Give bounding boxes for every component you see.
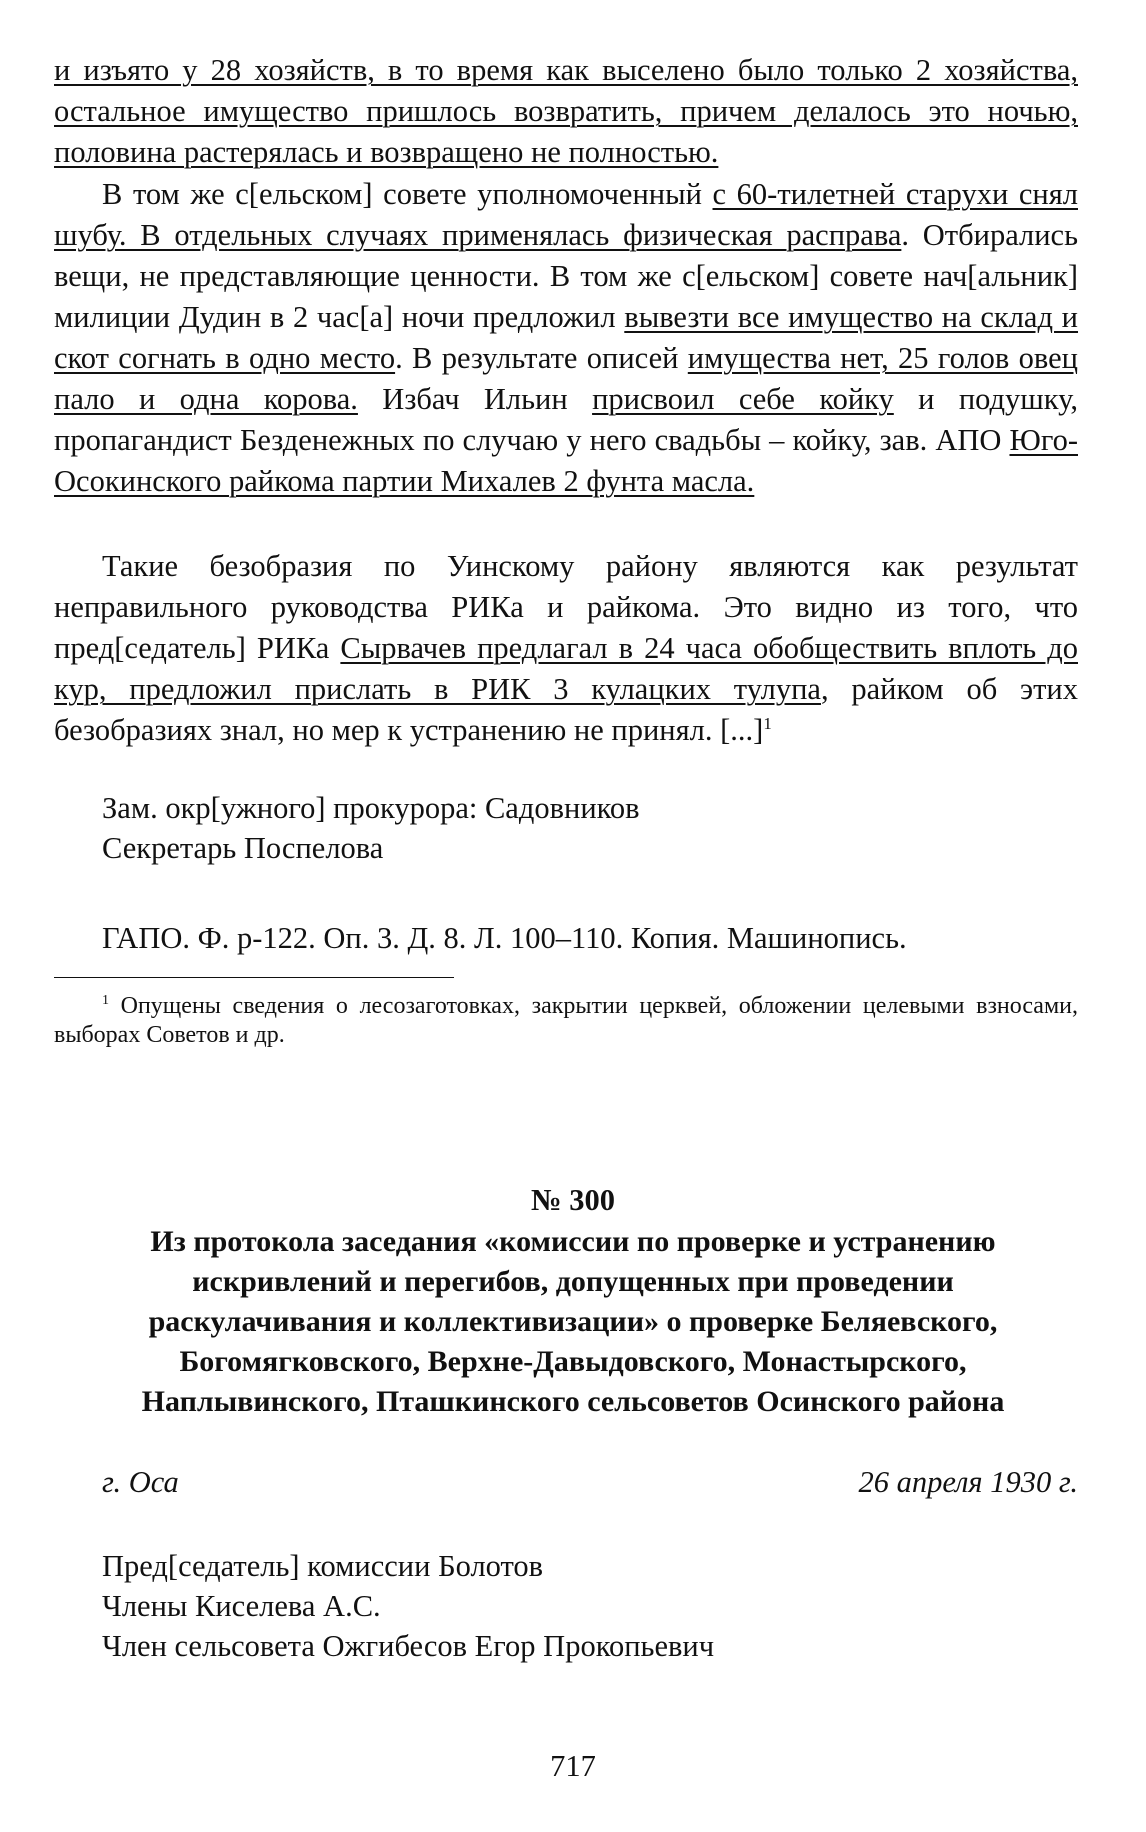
paragraph-village-council xyxy=(54,174,1078,502)
heading-line: искривлений и перегибов, допущенных при проведении xyxy=(192,1265,954,1298)
underlined-text: имущества нет, 25 голов овец пало и одна корова. xyxy=(54,341,1078,416)
underlined-text: Юго-Осокинского райкома партии Михалев 2 фунта масла. xyxy=(54,423,1078,498)
footnote-text: Опущены сведения о лесозаготовках, закрытии церквей, обложении целевыми взносами, выборах Советов и др. xyxy=(54,993,1078,1048)
archive-source: ГАПО. Ф. р-122. Оп. 3. Д. 8. Л. 100–110. Копия. Машинопись. xyxy=(102,921,907,955)
paragraph-continuation xyxy=(54,50,1078,173)
underlined-text: с 60-тилетней старухи снял шубу. В отдельных случаях применялась физическая расправа xyxy=(54,177,1078,252)
signature-prosecutor: Зам. окр[ужного] прокурора: Садовников xyxy=(102,791,640,825)
signature-secretary: Секретарь Поспелова xyxy=(102,831,384,865)
footnote xyxy=(54,992,1078,1050)
underlined-text: вывезти все имущество на склад и скот согнать в одно место xyxy=(54,300,1079,375)
commission-members: Члены Киселева А.С. xyxy=(102,1589,381,1623)
heading-line: раскулачивания и коллективизации» о проверке Беляевского, xyxy=(148,1305,998,1338)
paragraph-text: . В результате описей xyxy=(395,341,688,375)
heading-line: Наплывинского, Пташкинского сельсоветов Осинского района xyxy=(141,1385,1005,1418)
paragraph-text: Такие безобразия по Уинскому району являются как результат неправильного руководства РИКа и райкома. Это видно из того, что пред[седатель] РИКа xyxy=(54,549,1078,665)
paragraph-text: . Отбирались вещи, не представляющие ценности. В том же с[ельском] совете нач[альник] милиции Дудин в 2 час[а] ночи предложил xyxy=(54,218,1078,334)
document-heading xyxy=(60,1222,1086,1422)
document-date: 26 апреля 1930 г. xyxy=(858,1465,1078,1499)
paragraph-text: Избач Ильин xyxy=(357,382,593,416)
underlined-text: Сырвачев предлагал в 24 часа обобществить вплоть до кур, предложил прислать в РИК 3 кулацких тулупа xyxy=(54,631,1078,706)
page-number: 717 xyxy=(550,1749,596,1783)
footnote-divider xyxy=(54,977,454,978)
commission-chairman: Пред[седатель] комиссии Болотов xyxy=(102,1549,544,1583)
footnote-marker: 1 xyxy=(102,993,109,1008)
document-place: г. Оса xyxy=(102,1465,179,1499)
paragraph-conclusion xyxy=(54,546,1078,751)
underlined-text: и изъято у 28 хозяйств, в то время как выселено было только 2 хозяйства, остальное имущество пришлось возвратить, причем делалось это ночью, половина растерялась и возвращено не полностью. xyxy=(54,53,1078,169)
village-council-member: Член сельсовета Ожгибесов Егор Прокопьевич xyxy=(102,1629,715,1663)
paragraph-text: и подушку, пропагандист Безденежных по случаю у него свадьбы – койку, зав. АПО xyxy=(54,382,1078,457)
heading-line: Богомягковского, Верхне-Давыдовского, Монастырского, xyxy=(179,1345,967,1378)
paragraph-text: В том же с[ельском] совете уполномоченный xyxy=(102,177,713,211)
document-number: № 300 xyxy=(530,1183,616,1217)
heading-line: Из протокола заседания «комиссии по проверке и устранению xyxy=(150,1225,996,1258)
underlined-text: присвоил себе койку xyxy=(592,382,894,416)
footnote-reference: 1 xyxy=(763,713,772,733)
paragraph-text: , райком об этих безобразиях знал, но мер к устранению не принял. [...] xyxy=(54,672,1078,747)
